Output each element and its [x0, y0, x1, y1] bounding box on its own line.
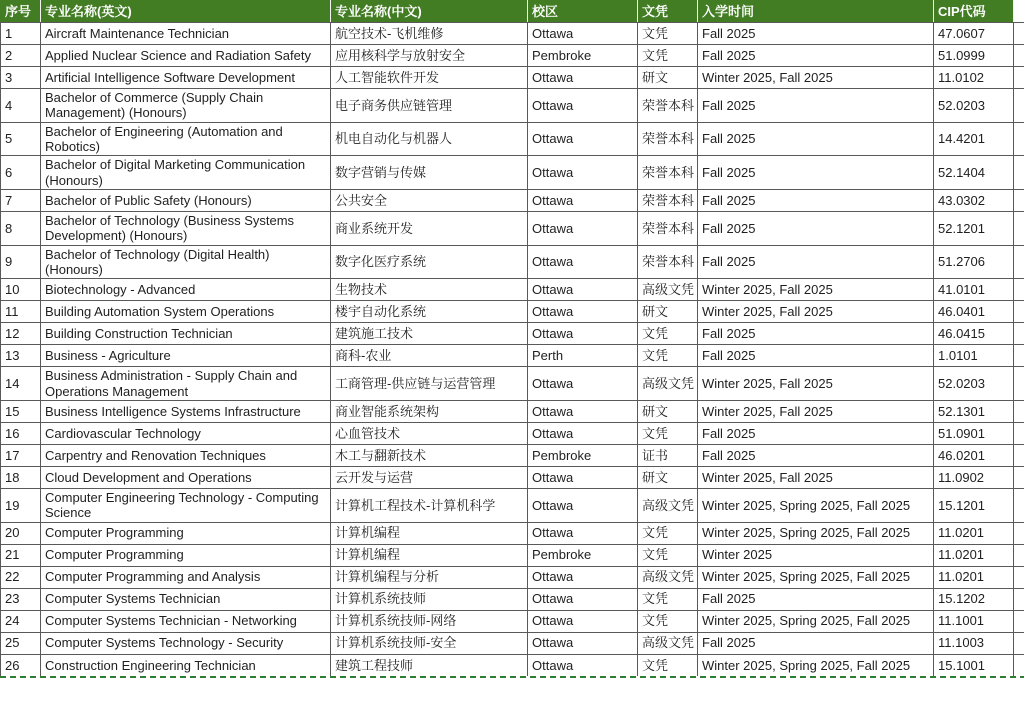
column-header-cred[interactable]: 文凭 [638, 1, 698, 23]
cell-campus[interactable]: Ottawa [528, 654, 638, 676]
cell-campus[interactable]: Ottawa [528, 522, 638, 544]
cell-name-en[interactable]: Building Automation System Operations [41, 301, 331, 323]
cell-campus[interactable]: Ottawa [528, 422, 638, 444]
table-row [1, 422, 1024, 444]
cell-index[interactable]: 4 [1, 89, 41, 123]
cell-intake[interactable]: Fall 2025 [698, 345, 934, 367]
row-spacer [1014, 189, 1024, 211]
row-spacer [1014, 122, 1024, 156]
cell-intake[interactable]: Winter 2025, Fall 2025 [698, 400, 934, 422]
column-header-campus[interactable]: 校区 [528, 1, 638, 23]
table-row [1, 89, 1024, 123]
cell-name-en[interactable]: Applied Nuclear Science and Radiation Safety [41, 45, 331, 67]
cell-cred[interactable]: 高级文凭 [638, 632, 698, 654]
column-header-index[interactable]: 序号 [1, 1, 41, 23]
page-break-dashed-line [0, 676, 1024, 678]
cell-campus[interactable]: Ottawa [528, 466, 638, 488]
cell-name-zh[interactable]: 商业系统开发 [331, 211, 528, 245]
row-spacer [1014, 279, 1024, 301]
cell-campus[interactable]: Ottawa [528, 566, 638, 588]
cell-intake[interactable]: Winter 2025, Spring 2025, Fall 2025 [698, 522, 934, 544]
row-spacer [1014, 444, 1024, 466]
table-row [1, 122, 1024, 156]
cell-intake[interactable]: Winter 2025, Spring 2025, Fall 2025 [698, 566, 934, 588]
cell-name-en[interactable]: Computer Systems Technician [41, 588, 331, 610]
cell-index[interactable]: 11 [1, 301, 41, 323]
table-row [1, 367, 1024, 401]
cell-name-zh[interactable]: 楼宇自动化系统 [331, 301, 528, 323]
cell-name-en[interactable]: Aircraft Maintenance Technician [41, 23, 331, 45]
table-row [1, 544, 1024, 566]
row-spacer [1014, 522, 1024, 544]
cell-cred[interactable]: 荣誉本科 [638, 245, 698, 279]
row-spacer [1014, 466, 1024, 488]
cell-cred[interactable]: 文凭 [638, 654, 698, 676]
cell-campus[interactable]: Ottawa [528, 400, 638, 422]
cell-cip[interactable]: 11.0201 [934, 544, 1014, 566]
cell-cred[interactable]: 研文 [638, 301, 698, 323]
row-spacer [1014, 67, 1024, 89]
cell-index[interactable]: 10 [1, 279, 41, 301]
cell-index[interactable]: 8 [1, 211, 41, 245]
cell-cip[interactable]: 52.1201 [934, 211, 1014, 245]
row-spacer [1014, 367, 1024, 401]
table-row [1, 323, 1024, 345]
cell-intake[interactable]: Winter 2025, Fall 2025 [698, 466, 934, 488]
cell-index[interactable]: 9 [1, 245, 41, 279]
cell-intake[interactable]: Winter 2025, Spring 2025, Fall 2025 [698, 488, 934, 522]
cell-cred[interactable]: 文凭 [638, 345, 698, 367]
cell-cip[interactable]: 46.0401 [934, 301, 1014, 323]
cell-cip[interactable]: 11.0102 [934, 67, 1014, 89]
cell-campus[interactable]: Ottawa [528, 610, 638, 632]
row-spacer [1014, 211, 1024, 245]
cell-cred[interactable]: 研文 [638, 466, 698, 488]
cell-campus[interactable]: Ottawa [528, 156, 638, 190]
cell-name-en[interactable]: Carpentry and Renovation Techniques [41, 444, 331, 466]
cell-index[interactable]: 16 [1, 422, 41, 444]
cell-cip[interactable]: 41.0101 [934, 279, 1014, 301]
cell-cred[interactable]: 文凭 [638, 522, 698, 544]
cell-index[interactable]: 26 [1, 654, 41, 676]
cell-cip[interactable]: 15.1202 [934, 588, 1014, 610]
table-row [1, 444, 1024, 466]
column-header-name-en[interactable]: 专业名称(英文) [41, 1, 331, 23]
cell-name-zh[interactable]: 数字营销与传媒 [331, 156, 528, 190]
cell-name-zh[interactable]: 电子商务供应链管理 [331, 89, 528, 123]
cell-cred[interactable]: 文凭 [638, 422, 698, 444]
cell-name-zh[interactable]: 应用核科学与放射安全 [331, 45, 528, 67]
cell-campus[interactable]: Ottawa [528, 245, 638, 279]
table-row [1, 466, 1024, 488]
row-spacer [1014, 156, 1024, 190]
cell-index[interactable]: 7 [1, 189, 41, 211]
cell-name-zh[interactable]: 心血管技术 [331, 422, 528, 444]
cell-name-en[interactable]: Bachelor of Public Safety (Honours) [41, 189, 331, 211]
cell-campus[interactable]: Ottawa [528, 632, 638, 654]
row-spacer [1014, 245, 1024, 279]
cell-name-en[interactable]: Computer Programming [41, 544, 331, 566]
cell-cip[interactable]: 51.0999 [934, 45, 1014, 67]
cell-cred[interactable]: 证书 [638, 444, 698, 466]
cell-name-zh[interactable]: 计算机编程 [331, 544, 528, 566]
cell-intake[interactable]: Winter 2025, Fall 2025 [698, 367, 934, 401]
cell-name-zh[interactable]: 计算机编程与分析 [331, 566, 528, 588]
table-row [1, 400, 1024, 422]
cell-cred[interactable]: 高级文凭 [638, 566, 698, 588]
cell-name-en[interactable]: Bachelor of Technology (Business Systems Development) (Honours) [41, 211, 331, 245]
cell-index[interactable]: 24 [1, 610, 41, 632]
cell-name-en[interactable]: Computer Systems Technician - Networking [41, 610, 331, 632]
cell-index[interactable]: 21 [1, 544, 41, 566]
cell-index[interactable]: 15 [1, 400, 41, 422]
cell-name-zh[interactable]: 木工与翻新技术 [331, 444, 528, 466]
cell-index[interactable]: 3 [1, 67, 41, 89]
cell-cip[interactable]: 1.0101 [934, 345, 1014, 367]
cell-name-en[interactable]: Cloud Development and Operations [41, 466, 331, 488]
cell-cip[interactable]: 46.0201 [934, 444, 1014, 466]
cell-campus[interactable]: Ottawa [528, 488, 638, 522]
row-spacer [1014, 632, 1024, 654]
cell-cred[interactable]: 文凭 [638, 588, 698, 610]
cell-name-en[interactable]: Artificial Intelligence Software Development [41, 67, 331, 89]
cell-name-en[interactable]: Business - Agriculture [41, 345, 331, 367]
cell-campus[interactable]: Ottawa [528, 189, 638, 211]
cell-name-zh[interactable]: 机电自动化与机器人 [331, 122, 528, 156]
cell-name-zh[interactable]: 航空技术-飞机维修 [331, 23, 528, 45]
cell-index[interactable]: 1 [1, 23, 41, 45]
cell-name-zh[interactable]: 工商管理-供应链与运营管理 [331, 367, 528, 401]
cell-campus[interactable]: Perth [528, 345, 638, 367]
cell-name-en[interactable]: Computer Engineering Technology - Computing Science [41, 488, 331, 522]
column-header-intake[interactable]: 入学时间 [698, 1, 934, 23]
cell-cip[interactable]: 15.1001 [934, 654, 1014, 676]
cell-cred[interactable]: 文凭 [638, 544, 698, 566]
cell-cred[interactable]: 荣誉本科 [638, 211, 698, 245]
row-spacer [1014, 544, 1024, 566]
cell-intake[interactable]: Fall 2025 [698, 89, 934, 123]
cell-name-en[interactable]: Construction Engineering Technician [41, 654, 331, 676]
cell-index[interactable]: 2 [1, 45, 41, 67]
row-spacer [1014, 23, 1024, 45]
cell-cred[interactable]: 文凭 [638, 45, 698, 67]
cell-index[interactable]: 17 [1, 444, 41, 466]
cell-campus[interactable]: Pembroke [528, 544, 638, 566]
cell-index[interactable]: 5 [1, 122, 41, 156]
cell-cip[interactable]: 43.0302 [934, 189, 1014, 211]
cell-name-en[interactable]: Computer Systems Technology - Security [41, 632, 331, 654]
cell-cred[interactable]: 荣誉本科 [638, 122, 698, 156]
cell-cip[interactable]: 11.0201 [934, 522, 1014, 544]
cell-intake[interactable]: Fall 2025 [698, 632, 934, 654]
cell-name-en[interactable]: Business Intelligence Systems Infrastructure [41, 400, 331, 422]
cell-name-zh[interactable]: 公共安全 [331, 189, 528, 211]
table-row [1, 522, 1024, 544]
table-row [1, 632, 1024, 654]
cell-intake[interactable]: Fall 2025 [698, 245, 934, 279]
cell-cred[interactable]: 荣誉本科 [638, 189, 698, 211]
row-spacer [1014, 301, 1024, 323]
cell-name-en[interactable]: Business Administration - Supply Chain and Operations Management [41, 367, 331, 401]
cell-name-zh[interactable]: 数字化医疗系统 [331, 245, 528, 279]
cell-cip[interactable]: 47.0607 [934, 23, 1014, 45]
cell-index[interactable]: 18 [1, 466, 41, 488]
column-header-cip[interactable]: CIP代码 [934, 1, 1014, 23]
table-row [1, 245, 1024, 279]
cell-name-zh[interactable]: 计算机工程技术-计算机科学 [331, 488, 528, 522]
cell-intake[interactable]: Winter 2025 [698, 544, 934, 566]
header-row [1, 1, 1024, 23]
cell-intake[interactable]: Winter 2025, Fall 2025 [698, 279, 934, 301]
cell-campus[interactable]: Ottawa [528, 323, 638, 345]
table-header [1, 1, 1024, 23]
row-spacer [1014, 566, 1024, 588]
cell-campus[interactable]: Pembroke [528, 45, 638, 67]
cell-name-zh[interactable]: 计算机系统技师 [331, 588, 528, 610]
cell-cred[interactable]: 文凭 [638, 323, 698, 345]
cell-intake[interactable]: Fall 2025 [698, 23, 934, 45]
row-spacer [1014, 89, 1024, 123]
row-spacer [1014, 588, 1024, 610]
cell-name-en[interactable]: Bachelor of Digital Marketing Communication (Honours) [41, 156, 331, 190]
table-row [1, 45, 1024, 67]
cell-cip[interactable]: 11.0201 [934, 566, 1014, 588]
cell-name-zh[interactable]: 建筑施工技术 [331, 323, 528, 345]
cell-name-en[interactable]: Bachelor of Engineering (Automation and Robotics) [41, 122, 331, 156]
cell-intake[interactable]: Fall 2025 [698, 323, 934, 345]
cell-name-zh[interactable]: 生物技术 [331, 279, 528, 301]
table-row [1, 566, 1024, 588]
header-spacer [1014, 1, 1024, 23]
cell-index[interactable]: 25 [1, 632, 41, 654]
cell-index[interactable]: 22 [1, 566, 41, 588]
cell-campus[interactable]: Ottawa [528, 279, 638, 301]
table-row [1, 67, 1024, 89]
cell-campus[interactable]: Ottawa [528, 67, 638, 89]
cell-intake[interactable]: Winter 2025, Fall 2025 [698, 67, 934, 89]
cell-name-en[interactable]: Biotechnology - Advanced [41, 279, 331, 301]
cell-name-zh[interactable]: 商业智能系统架构 [331, 400, 528, 422]
cell-cip[interactable]: 52.0203 [934, 367, 1014, 401]
cell-name-en[interactable]: Building Construction Technician [41, 323, 331, 345]
cell-index[interactable]: 20 [1, 522, 41, 544]
cell-name-zh[interactable]: 计算机系统技师-网络 [331, 610, 528, 632]
cell-campus[interactable]: Ottawa [528, 367, 638, 401]
cell-cip[interactable]: 11.1001 [934, 610, 1014, 632]
cell-name-en[interactable]: Bachelor of Technology (Digital Health) (Honours) [41, 245, 331, 279]
cell-cip[interactable]: 14.4201 [934, 122, 1014, 156]
cell-cred[interactable]: 荣誉本科 [638, 89, 698, 123]
cell-cip[interactable]: 51.0901 [934, 422, 1014, 444]
row-spacer [1014, 345, 1024, 367]
table-row [1, 301, 1024, 323]
cell-cip[interactable]: 15.1201 [934, 488, 1014, 522]
cell-campus[interactable]: Ottawa [528, 588, 638, 610]
cell-cred[interactable]: 荣誉本科 [638, 156, 698, 190]
cell-name-en[interactable]: Computer Programming [41, 522, 331, 544]
row-spacer [1014, 400, 1024, 422]
column-header-name-zh[interactable]: 专业名称(中文) [331, 1, 528, 23]
row-spacer [1014, 45, 1024, 67]
table-row [1, 610, 1024, 632]
cell-index[interactable]: 19 [1, 488, 41, 522]
cell-cip[interactable]: 52.1301 [934, 400, 1014, 422]
cell-cred[interactable]: 研文 [638, 67, 698, 89]
cell-name-en[interactable]: Bachelor of Commerce (Supply Chain Management) (Honours) [41, 89, 331, 123]
cell-campus[interactable]: Ottawa [528, 122, 638, 156]
row-spacer [1014, 654, 1024, 676]
cell-intake[interactable]: Fall 2025 [698, 189, 934, 211]
cell-index[interactable]: 23 [1, 588, 41, 610]
table-body [1, 23, 1024, 677]
cell-cred[interactable]: 文凭 [638, 23, 698, 45]
cell-campus[interactable]: Ottawa [528, 89, 638, 123]
cell-name-zh[interactable]: 计算机编程 [331, 522, 528, 544]
table-row [1, 588, 1024, 610]
cell-intake[interactable]: Winter 2025, Spring 2025, Fall 2025 [698, 610, 934, 632]
table-row [1, 211, 1024, 245]
cell-cip[interactable]: 11.1003 [934, 632, 1014, 654]
cell-name-en[interactable]: Cardiovascular Technology [41, 422, 331, 444]
cell-campus[interactable]: Ottawa [528, 301, 638, 323]
table-row [1, 488, 1024, 522]
table-row [1, 345, 1024, 367]
cell-cip[interactable]: 52.0203 [934, 89, 1014, 123]
table-row [1, 23, 1024, 45]
cell-cred[interactable]: 研文 [638, 400, 698, 422]
cell-index[interactable]: 6 [1, 156, 41, 190]
cell-cip[interactable]: 51.2706 [934, 245, 1014, 279]
cell-name-en[interactable]: Computer Programming and Analysis [41, 566, 331, 588]
cell-index[interactable]: 13 [1, 345, 41, 367]
cell-cip[interactable]: 11.0902 [934, 466, 1014, 488]
cell-name-zh[interactable]: 人工智能软件开发 [331, 67, 528, 89]
cell-index[interactable]: 14 [1, 367, 41, 401]
cell-intake[interactable]: Fall 2025 [698, 156, 934, 190]
cell-cred[interactable]: 高级文凭 [638, 367, 698, 401]
cell-cip[interactable]: 46.0415 [934, 323, 1014, 345]
cell-cred[interactable]: 高级文凭 [638, 279, 698, 301]
cell-cred[interactable]: 高级文凭 [638, 488, 698, 522]
cell-intake[interactable]: Winter 2025, Spring 2025, Fall 2025 [698, 654, 934, 676]
table-row [1, 189, 1024, 211]
row-spacer [1014, 610, 1024, 632]
cell-campus[interactable]: Ottawa [528, 23, 638, 45]
table-row [1, 654, 1024, 676]
cell-intake[interactable]: Fall 2025 [698, 211, 934, 245]
cell-name-zh[interactable]: 商科-农业 [331, 345, 528, 367]
cell-intake[interactable]: Fall 2025 [698, 122, 934, 156]
cell-cip[interactable]: 52.1404 [934, 156, 1014, 190]
cell-name-zh[interactable]: 建筑工程技师 [331, 654, 528, 676]
cell-name-zh[interactable]: 云开发与运营 [331, 466, 528, 488]
cell-index[interactable]: 12 [1, 323, 41, 345]
table-row [1, 279, 1024, 301]
cell-intake[interactable]: Fall 2025 [698, 588, 934, 610]
cell-campus[interactable]: Pembroke [528, 444, 638, 466]
row-spacer [1014, 323, 1024, 345]
row-spacer [1014, 422, 1024, 444]
cell-campus[interactable]: Ottawa [528, 211, 638, 245]
cell-name-zh[interactable]: 计算机系统技师-安全 [331, 632, 528, 654]
cell-intake[interactable]: Fall 2025 [698, 422, 934, 444]
cell-cred[interactable]: 文凭 [638, 610, 698, 632]
cell-intake[interactable]: Winter 2025, Fall 2025 [698, 301, 934, 323]
cell-intake[interactable]: Fall 2025 [698, 444, 934, 466]
cell-intake[interactable]: Fall 2025 [698, 45, 934, 67]
row-spacer [1014, 488, 1024, 522]
table-row [1, 156, 1024, 190]
